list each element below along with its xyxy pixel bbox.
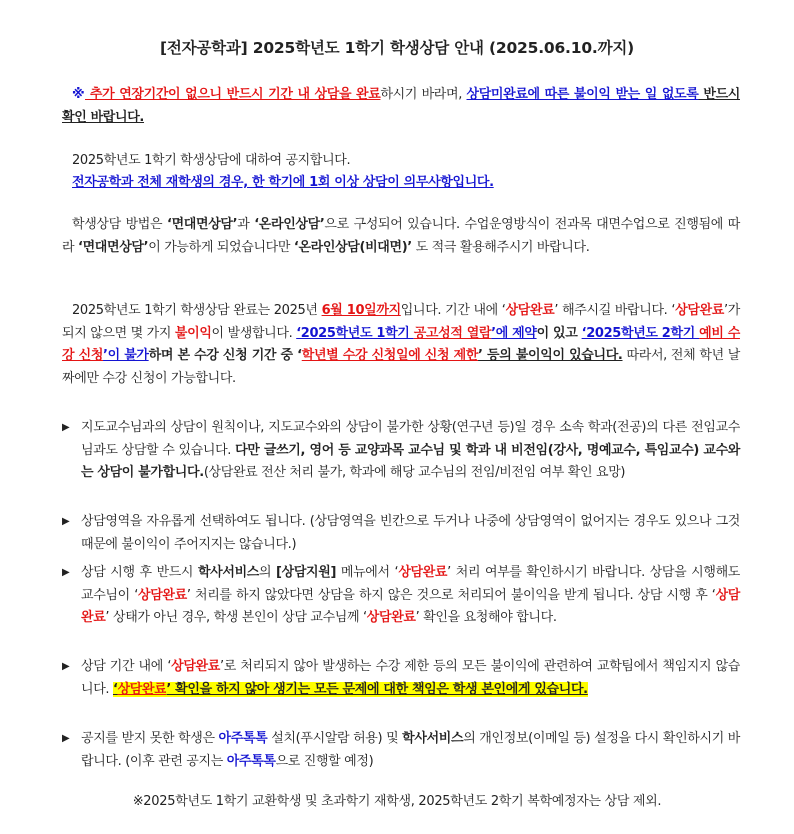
deadline-registration-limit: 학년별 수강 신청일에 신청 제한	[301, 348, 479, 363]
bullet-notification	[62, 728, 740, 773]
bullet-confirm-menu: [상담지원]	[276, 565, 337, 580]
notice-text: 하시기 바라며,	[380, 87, 467, 102]
bullet-advisor	[62, 417, 740, 485]
method-text-4: 이 가능하게 되었습니다만	[148, 239, 294, 255]
deadline-complete-1: 상담완료	[505, 303, 555, 318]
notice-paragraph	[62, 84, 740, 129]
bullet-marker: ▶	[62, 567, 70, 578]
deadline-penalty: 불이익	[174, 325, 212, 341]
bullet-confirm-complete-3: 상담완료	[81, 587, 740, 625]
bullet-resp-text-1: 상담 기간 내에 ‘	[81, 659, 172, 674]
bullet-resp-text-2: ’로 처리되지 않아 발생하는 수강 제한 등의 모든 불이익에 관련하여 교학팀에서 책임지지 않습니다.	[81, 659, 740, 697]
bullet-confirm-text-7: ’ 확인을 요청해야 합니다.	[415, 610, 557, 625]
bullet-advisor-note: (상담완료 전산 처리 불가, 학과에 해당 교수님의 전임/비전임 여부 확인 요망)	[203, 465, 626, 480]
bullet-confirm-complete-1: 상담완료	[398, 565, 448, 580]
method-face-to-face: ‘면대면상담’	[166, 217, 238, 232]
mandatory-notice: 전자공학과 전체 재학생의 경우, 한 학기에 1회 이상 상담이 의무사항입니다.	[72, 175, 494, 190]
bullet-notif-text-1: 공지를 받지 못한 학생은	[81, 731, 219, 746]
deadline-preregistration-a: ‘2025학년도 2학기	[581, 325, 700, 341]
method-text-2: 과	[237, 217, 255, 232]
bullet-confirm-text-6: ’ 상태가 아닌 경우, 학생 본인이 상담 교수님께 ‘	[105, 610, 367, 625]
method-paragraph	[62, 214, 740, 259]
deadline-text-2: 입니다. 기간 내에 ‘	[400, 303, 506, 318]
bullet-marker: ▶	[62, 733, 70, 744]
notice-warning: 추가 연장기간이 없으니 반드시 기간 내 상담을 완료	[85, 87, 381, 102]
deadline-grade-restriction-a: ‘2025학년도 1학기	[296, 325, 414, 341]
bullet-confirm-text-1: 상담 시행 후 반드시	[81, 565, 198, 580]
deadline-text-1: 2025학년도 1학기 학생상담 완료는 2025년	[72, 303, 322, 318]
deadline-grade-view: 공고성적 열람	[413, 325, 492, 341]
bullet-notif-text-3: 의 개인정보(이메일 등) 설정을 다시 확인하시기 바랍니다. (이후 관련 공지는	[81, 731, 740, 769]
deadline-preregistration: 예비 수강 신청	[62, 325, 740, 363]
deadline-text-4: ’가 되지 않으면 몇 가지	[62, 303, 740, 341]
document-title: [전자공학과] 2025학년도 1학기 학생상담 안내 (2025.06.10.까지)	[159, 39, 635, 57]
deadline-text-9: 따라서, 전체 학년 날짜에만 수강 신청이 가능합니다.	[62, 348, 740, 386]
bullet-area	[62, 511, 740, 556]
bullet-marker: ▶	[62, 661, 70, 672]
deadline-grade-restriction-b: ’에 제약	[491, 325, 537, 341]
notice-mark: ※	[72, 87, 85, 102]
bullet-notif-app: 아주톡톡	[218, 731, 268, 746]
bullet-confirm	[62, 562, 740, 630]
bullet-resp-complete-1: 상담완료	[171, 659, 220, 674]
method-online-remote: ‘온라인상담(비대면)’	[293, 239, 412, 255]
footnote: ※2025학년도 1학기 교환학생 및 초과학기 재학생, 2025학년도 2학기 복학예정자는 상담 제외.	[132, 794, 662, 809]
method-text-1: 학생상담 방법은	[72, 217, 167, 232]
bullet-confirm-text-5: ’ 처리를 하지 않았다면 상담을 하지 않은 것으로 처리되어 불이익을 받게 됩니다. 상담 시행 후 ‘	[186, 587, 716, 603]
intro-line-2	[62, 172, 740, 195]
deadline-paragraph	[62, 300, 740, 390]
bullet-notif-app-2: 아주톡톡	[226, 753, 276, 769]
deadline-text-6: 이 있고	[536, 325, 582, 341]
bullet-resp-quote: ‘	[112, 681, 118, 697]
bullet-marker: ▶	[62, 422, 70, 433]
bullet-confirm-text-2: 의	[259, 565, 277, 580]
deadline-preregistration-b: ’이 불가	[103, 348, 149, 363]
notice-emphasis: 상담미완료에 따른 불이익 받는 일 없도록	[466, 87, 699, 102]
deadline-complete-2: 상담완료	[675, 303, 724, 318]
deadline-text-3: ’ 해주시길 바랍니다. ‘	[554, 303, 676, 318]
bullet-notif-text-2: 설치(푸시알람 허용) 및	[267, 731, 403, 746]
bullet-confirm-text-4: ’ 처리 여부를 확인하시기 바랍니다. 상담을 시행해도 교수님이 ‘	[81, 565, 740, 603]
method-face-to-face-2: ‘면대면상담’	[78, 239, 149, 255]
deadline-text-5: 이 발생합니다.	[211, 325, 297, 341]
method-online: ‘온라인상담’	[254, 217, 325, 232]
bullet-notif-text-4: 으로 진행할 예정)	[275, 753, 374, 769]
bullet-confirm-complete-4: 상담완료	[366, 610, 416, 625]
bullet-confirm-text-3: 메뉴에서 ‘	[336, 565, 399, 580]
deadline-text-7: 하며 본 수강 신청 기간 중 ‘	[148, 348, 302, 363]
bullet-marker: ▶	[62, 516, 70, 527]
bullet-responsibility	[62, 656, 740, 701]
bullet-resp-complete-2: 상담완료	[117, 681, 167, 697]
bullet-advisor-text: 지도교수님과의 상담이 원칙이나, 지도교수와의 상담이 불가한 상황(연구년 등)일 경우 소속 학과(전공)의 다른 전임교수님과도 상담할 수 있습니다.	[81, 420, 740, 458]
bullet-area-text: 상담영역을 자유롭게 선택하여도 됩니다. (상담영역을 빈칸으로 두거나 나중에 상담영역이 없어지는 경우도 있으나 그것 때문에 불이익이 주어지지는 않습니다.)	[81, 514, 740, 552]
bullet-resp-warning: ’ 확인을 하지 않아 생기는 모든 문제에 대한 책임은 학생 본인에게 있습니다.	[166, 681, 588, 697]
method-text-3: 으로 구성되어 있습니다. 수업운영방식이 전과목 대면수업으로 진행됨에 따라	[62, 217, 740, 255]
intro-line-1: 2025학년도 1학기 학생상담에 대하여 공지합니다.	[72, 153, 351, 168]
method-text-5: 도 적극 활용해주시기 바랍니다.	[411, 239, 590, 255]
deadline-text-8: ’ 등의 불이익이 있습니다.	[478, 348, 623, 363]
bullet-confirm-service: 학사서비스	[197, 565, 259, 580]
notice-end: 반드시 확인 바랍니다.	[62, 87, 740, 125]
bullet-confirm-complete-2: 상담완료	[138, 587, 187, 603]
deadline-date: 6월 10일까지	[321, 303, 401, 318]
bullet-notif-service: 학사서비스	[402, 731, 464, 746]
bullet-advisor-restriction: 다만 글쓰기, 영어 등 교양과목 교수님 및 학과 내 비전임(강사, 명예교수, 특임교수) 교수와는 상담이 불가합니다.	[81, 442, 741, 480]
